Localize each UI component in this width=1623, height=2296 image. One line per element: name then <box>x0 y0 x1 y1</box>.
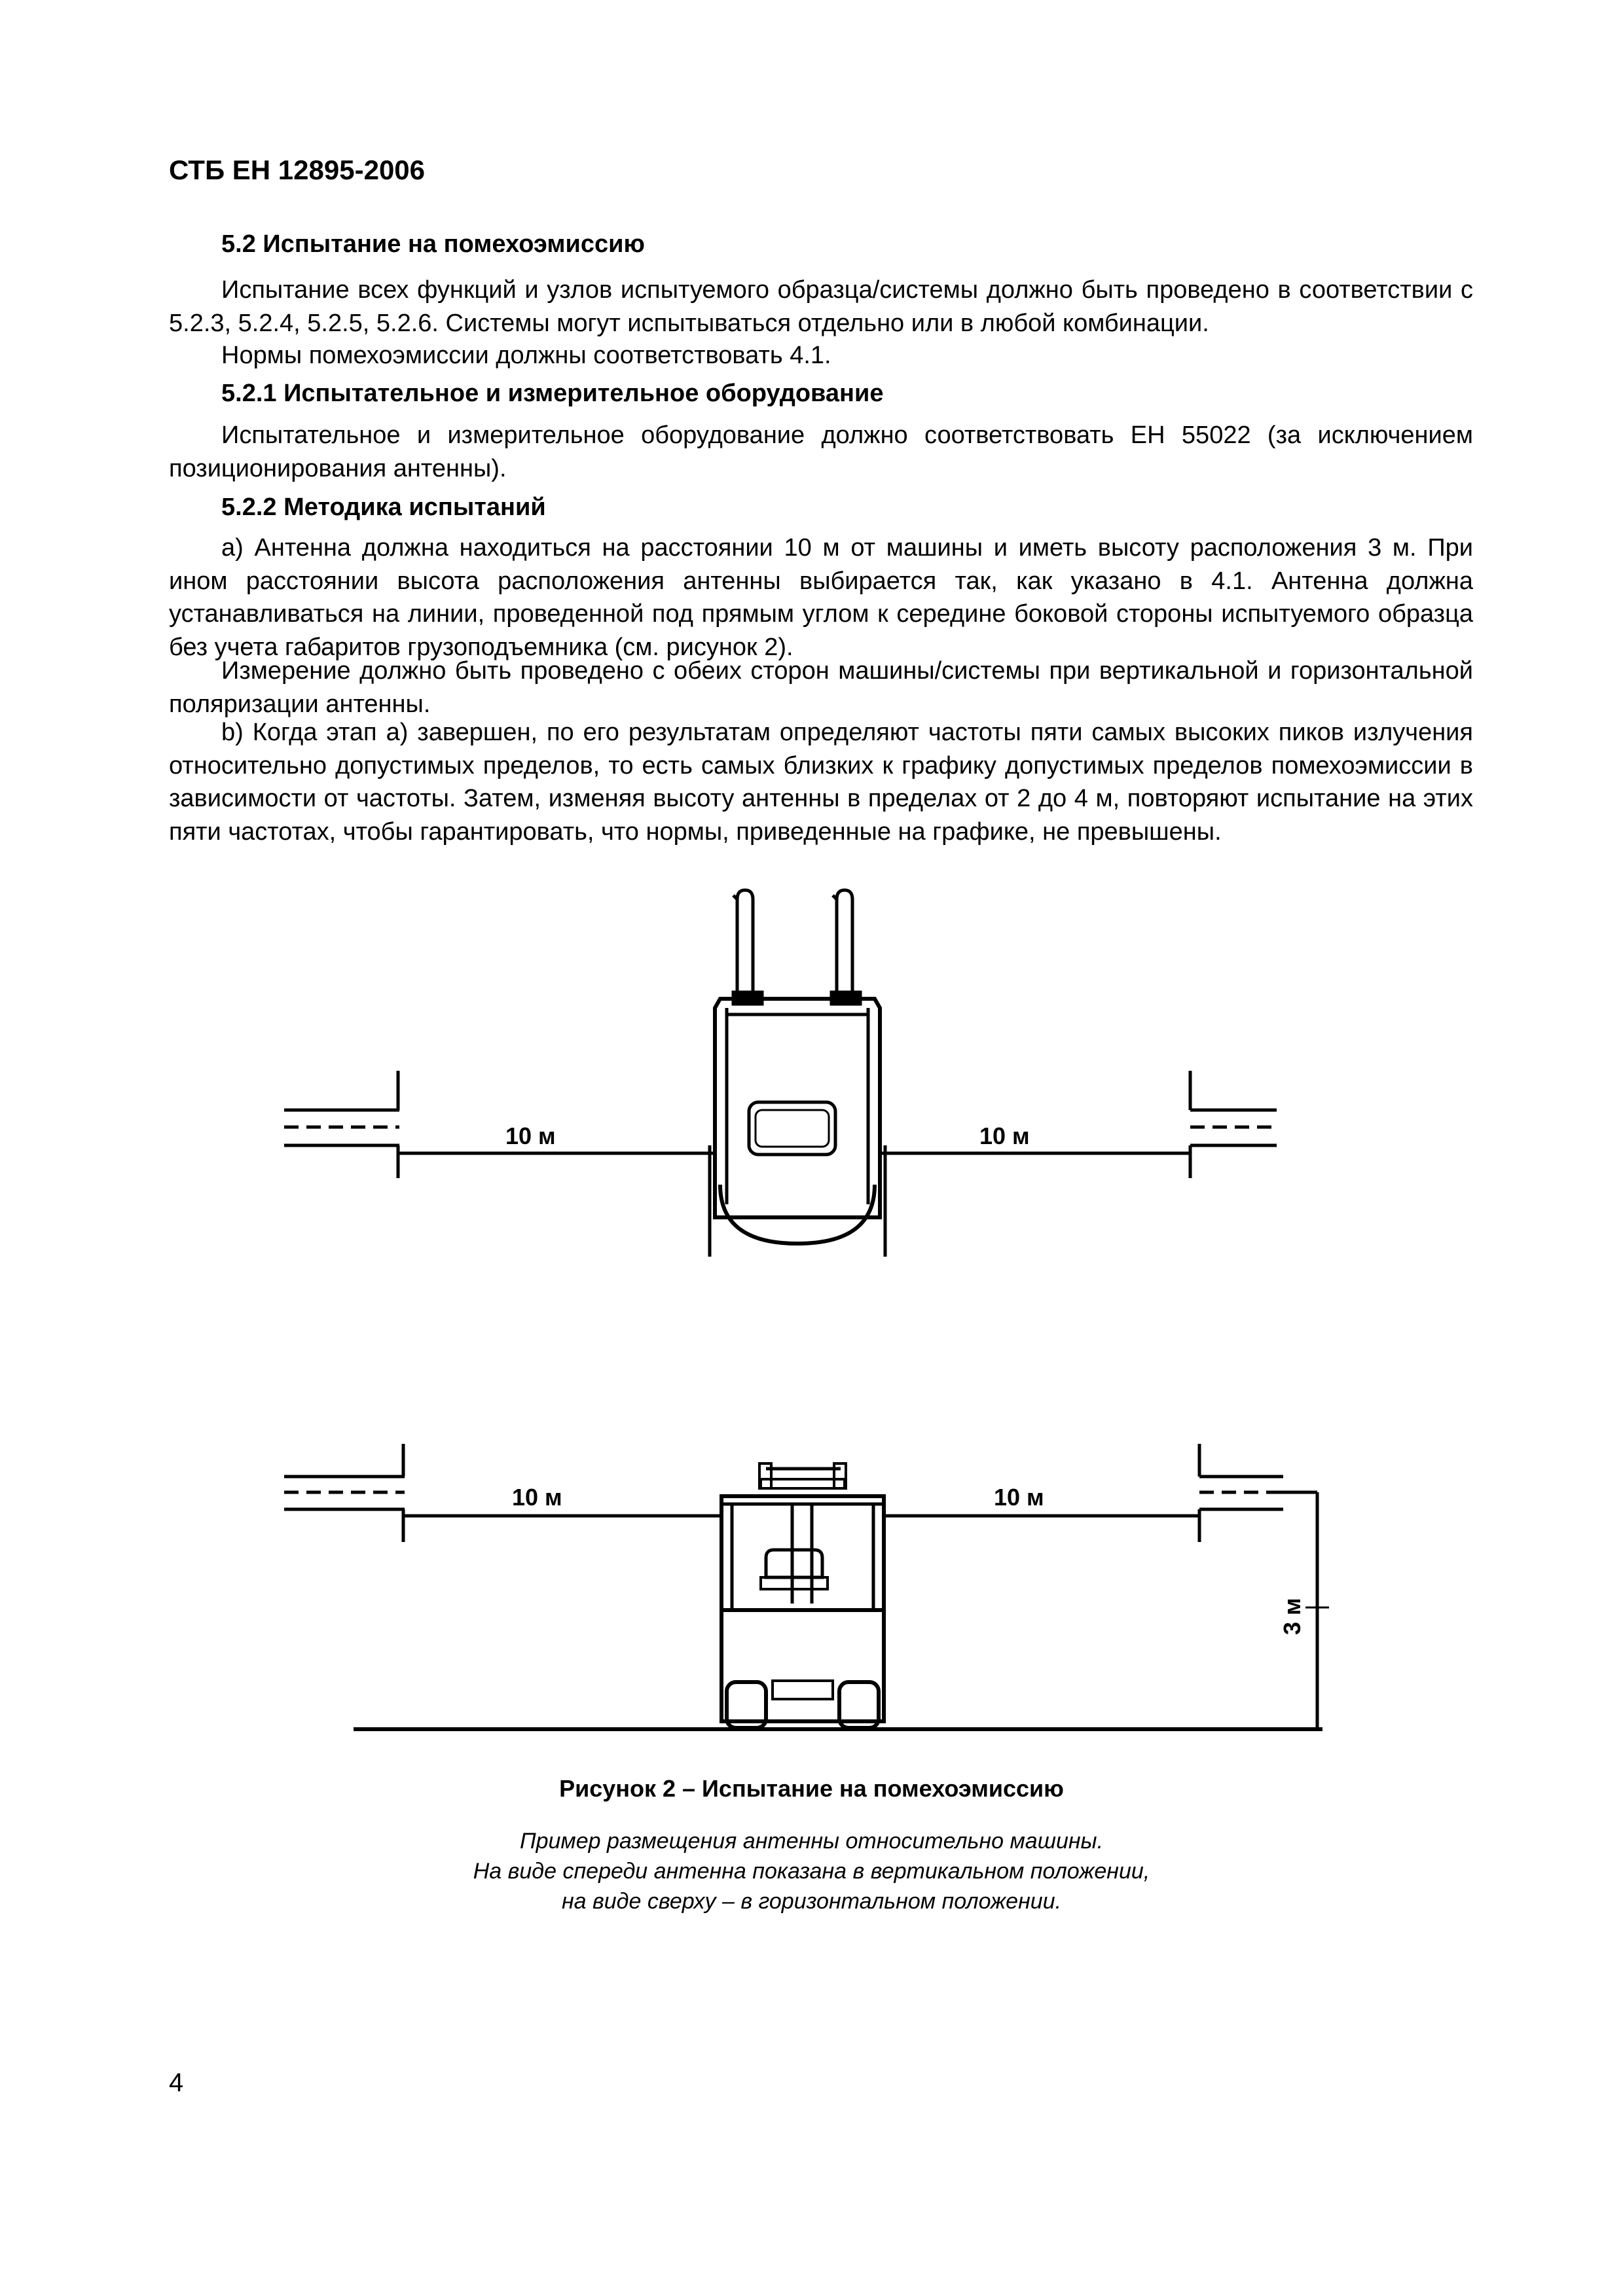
figure-2-diagram <box>275 877 1388 1754</box>
figure-caption: Рисунок 2 – Испытание на помехоэмиссию <box>559 1775 1064 1802</box>
front-view-right-antenna <box>1199 1444 1283 1542</box>
figure-note-line-2: На виде спереди антенна показана в вертикальном положении, <box>473 1859 1150 1884</box>
section-5-2-title: 5.2 Испытание на помехоэмиссию <box>221 230 645 258</box>
top-view-left-antenna <box>284 1071 399 1178</box>
top-view-right-antenna <box>1190 1071 1277 1178</box>
section-5-2-2-title: 5.2.2 Методика испытаний <box>221 493 546 521</box>
section-5-2-paragraph-1: Испытание всех функций и узлов испытуемого образца/системы должно быть проведено в соответствии с 5.2.3, 5.2.4, 5.2.5, 5.2.6. Системы могут испытываться отдельно или в любой комбинации. <box>169 276 1473 337</box>
height-label: 3 м <box>1279 1598 1305 1635</box>
figure-note-line-1: Пример размещения антенны относительно машины. <box>519 1829 1104 1854</box>
top-view-right-distance-label: 10 м <box>979 1122 1030 1149</box>
section-5-2-1-title: 5.2.1 Испытательное и измерительное оборудование <box>221 380 884 407</box>
top-view-left-distance-label: 10 м <box>505 1122 556 1149</box>
front-view-left-distance-label: 10 м <box>512 1484 562 1511</box>
front-view-left-antenna <box>284 1444 405 1542</box>
figure-note-line-3: на виде сверху – в горизонтальном положении. <box>561 1889 1062 1914</box>
forklift-top-view <box>710 890 885 1257</box>
front-view-right-distance-label: 10 м <box>994 1484 1044 1511</box>
section-5-2-1-paragraph: Испытательное и измерительное оборудование должно соответствовать ЕН 55022 (за исключением позиционирования антенны). <box>169 422 1473 482</box>
page-number: 4 <box>169 2068 184 2097</box>
section-5-2-2-paragraph-measurement: Измерение должно быть проведено с обеих сторон машины/системы при вертикальной и горизонтальной поляризации антенны. <box>169 657 1473 718</box>
section-5-2-2-paragraph-a: а) Антенна должна находиться на расстоянии 10 м от машины и иметь высоту расположения 3 м. При ином расстоянии высота расположения антенны выбирается так, как указано в 4.1. Антенна должна устанавливаться на линии, проведенной под прямым углом к середине боковой стороны испытуемого образца без учета габаритов грузоподъемника (см. рисунок 2). <box>169 534 1473 661</box>
forklift-front-view <box>721 1463 884 1728</box>
figure-2-svg <box>275 877 1388 1754</box>
section-5-2-paragraph-2: Нормы помехоэмиссии должны соответствовать 4.1. <box>221 342 831 369</box>
section-5-2-2-paragraph-b: b) Когда этап а) завершен, по его результатам определяют частоты пяти самых высоких пиков излучения относительно допустимых пределов, то есть самых близких к графику допустимых пределов помехоэмиссии в зависимости от частоты. Затем, изменяя высоту антенны в пределах от 2 до 4 м, повторяют испытание на этих пяти частотах, чтобы гарантировать, что нормы, приведенные на графике, не превышены. <box>169 719 1473 846</box>
document-header: СТБ ЕН 12895-2006 <box>169 154 426 185</box>
